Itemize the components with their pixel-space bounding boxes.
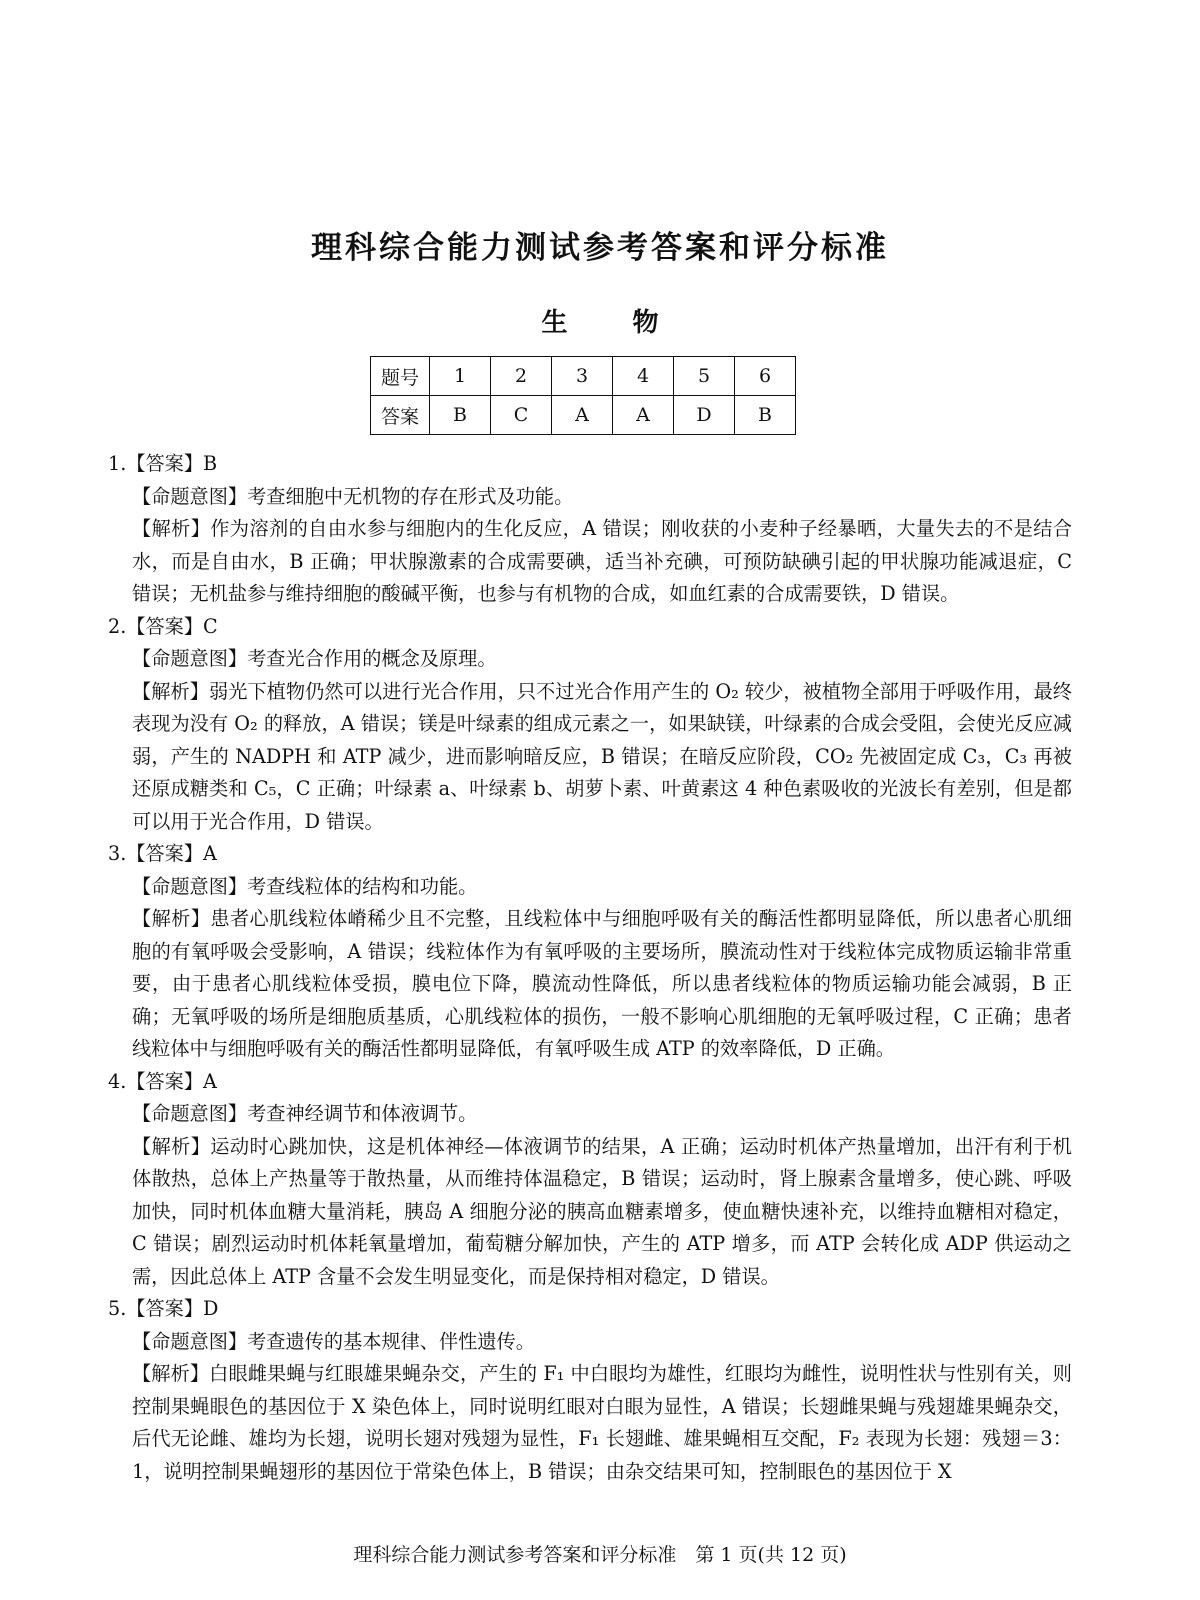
question-block [108, 1293, 1072, 1488]
answer-cell: B [430, 396, 491, 435]
answer-table-header-row [371, 357, 796, 396]
question-intent: 【命题意图】考查光合作用的概念及原理。 [132, 647, 497, 670]
number-cell: 1 [430, 357, 491, 396]
question-answer-heading: 1.【答案】B [108, 452, 218, 475]
page-title: 理科综合能力测试参考答案和评分标准 [311, 230, 889, 266]
answer-cell: C [491, 396, 552, 435]
question-answer-heading: 5.【答案】D [108, 1297, 219, 1320]
question-block [108, 448, 1072, 611]
question-block [108, 611, 1072, 839]
number-cell: 6 [735, 357, 796, 396]
answer-cell: D [674, 396, 735, 435]
question-intent: 【命题意图】考查遗传的基本规律、伴性遗传。 [132, 1329, 535, 1353]
question-analysis: 【解析】患者心肌线粒体嵴稀少且不完整，且线粒体中与细胞呼吸有关的酶活性都明显降低，所以患者心肌细胞的有氧呼吸会受影响，A 错误；线粒体作为有氧呼吸的主要场所，膜流动性对于线粒体完成物质运输非常重要，由于患者心肌线粒体受损，膜电位下降，膜流动性降低，所以患者线粒体的物质运输功能会减弱，B 正确；无氧呼吸的场所是细胞质基质，心肌线粒体的损伤，一般不影响心肌细胞的无氧呼吸过程，C 正确；患者线粒体中与细胞呼吸有关的酶活性都明显降低，有氧呼吸生成 ATP 的效率降低，D 正确。 [132, 907, 1072, 1060]
question-intent: 【命题意图】考查线粒体的结构和功能。 [132, 874, 478, 898]
subject-heading: 生 物 [541, 308, 687, 338]
question-analysis: 【解析】白眼雌果蝇与红眼雄果蝇杂交，产生的 F₁ 中白眼均为雄性，红眼均为雌性，说明性状与性别有关，则控制果蝇眼色的基因位于 X 染色体上，同时说明红眼对白眼为显性，A 错误；长翅雌果蝇与残翅雄果蝇杂交，后代无论雌、雄均为长翅，说明长翅对残翅为显性，F₁ 长翅雌、雄果蝇相互交配，F₂ 表现为长翅：残翅＝3：1，说明控制果蝇翅形的基因位于常染色体上，B 错误；由杂交结果可知，控制眼色的基因位于 X [132, 1362, 1072, 1483]
answer-label-cell: 答案 [371, 396, 430, 435]
number-cell: 2 [491, 357, 552, 396]
question-block [108, 838, 1072, 1066]
answer-table [370, 356, 796, 435]
question-answer-heading: 2.【答案】C [108, 614, 218, 638]
number-cell: 3 [552, 357, 613, 396]
question-analysis: 【解析】运动时心跳加快，这是机体神经—体液调节的结果，A 正确；运动时机体产热量增加，出汗有利于机体散热，总体上产热量等于散热量，从而维持体温稳定，B 错误；运动时，肾上腺素含量增多，使心跳、呼吸加快，同时机体血糖大量消耗，胰岛 A 细胞分泌的胰高血糖素增多，使血糖快速补充，以维持血糖相对稳定，C 错误；剧烈运动时机体耗氧量增加，葡萄糖分解加快，产生的 ATP 增多，而 ATP 会转化成 ADP 供运动之需，因此总体上 ATP 含量不会发生明显变化，而是保持相对稳定，D 错误。 [132, 1134, 1072, 1288]
question-answer-heading: 3.【答案】A [108, 842, 217, 865]
answer-cell: B [735, 396, 796, 435]
number-cell: 5 [674, 357, 735, 396]
answer-cell: A [613, 396, 674, 435]
answer-table-answer-row [371, 396, 796, 435]
answer-cell: A [552, 396, 613, 435]
number-cell: 4 [613, 357, 674, 396]
header-label-cell: 题号 [371, 357, 430, 396]
question-analysis: 【解析】弱光下植物仍然可以进行光合作用，只不过光合作用产生的 O₂ 较少，被植物全部用于呼吸作用，最终表现为没有 O₂ 的释放，A 错误；镁是叶绿素的组成元素之一，如果缺镁，叶绿素的合成会受阻，会使光反应减弱，产生的 NADPH 和 ATP 减少，进而影响暗反应，B 错误；在暗反应阶段，CO₂ 先被固定成 C₃，C₃ 再被还原成糖类和 C₅，C 正确；叶绿素 a、叶绿素 b、胡萝卜素、叶黄素这 4 种色素吸收的光波长有差别，但是都可以用于光合作用，D 错误。 [132, 679, 1072, 833]
answer-explanations [108, 448, 1072, 1488]
question-intent: 【命题意图】考查神经调节和体液调节。 [132, 1102, 478, 1125]
question-answer-heading: 4.【答案】A [108, 1069, 217, 1093]
page-footer: 理科综合能力测试参考答案和评分标准 第 1 页(共 12 页) [353, 1544, 847, 1566]
question-intent: 【命题意图】考查细胞中无机物的存在形式及功能。 [132, 484, 574, 508]
question-block [108, 1066, 1072, 1294]
question-analysis: 【解析】作为溶剂的自由水参与细胞内的生化反应，A 错误；刚收获的小麦种子经暴晒，大量失去的不是结合水，而是自由水，B 正确；甲状腺激素的合成需要碘，适当补充碘，可预防缺碘引起的甲状腺功能减退症，C 错误；无机盐参与维持细胞的酸碱平衡，也参与有机物的合成，如血红素的合成需要铁，D 错误。 [132, 517, 1072, 605]
